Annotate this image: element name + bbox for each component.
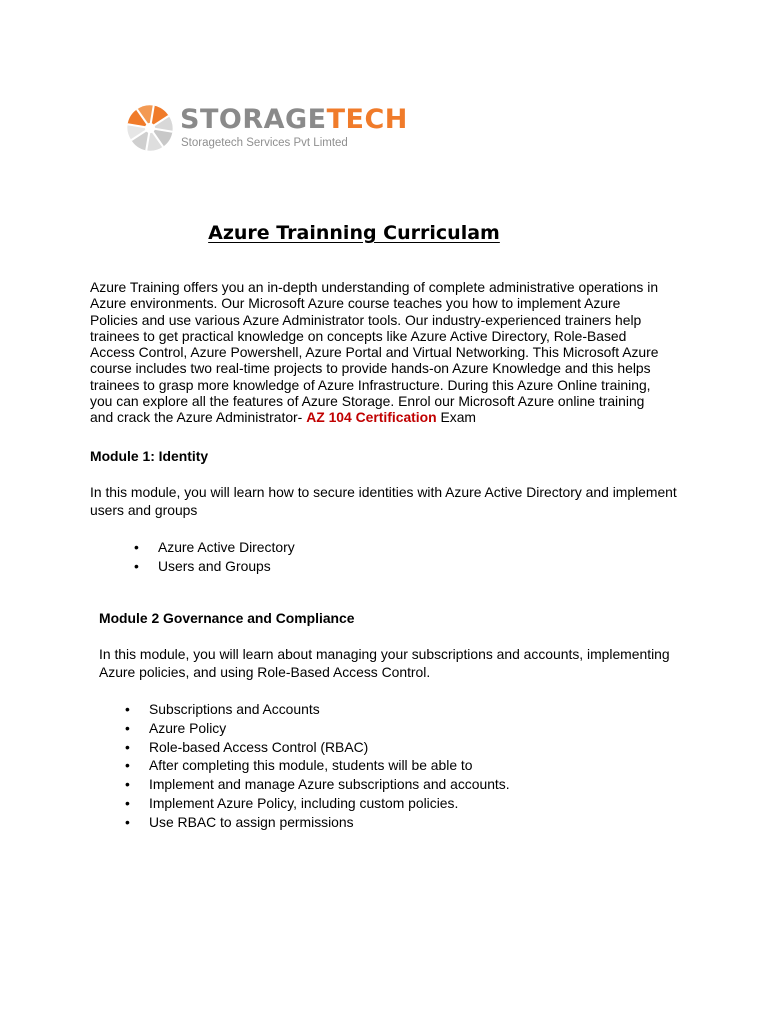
pinwheel-logo-icon xyxy=(122,100,178,156)
list-item: • Users and Groups xyxy=(140,557,295,576)
logo-tagline: Storagetech Services Pvt Limted xyxy=(181,137,348,149)
intro-suffix: Exam xyxy=(436,409,477,426)
module-2-heading: Module 2 Governance and Compliance xyxy=(99,610,355,626)
logo-wordmark-tech: TECH xyxy=(326,104,408,135)
module-1-description: In this module, you will learn how to secure identities with Azure Active Directory and implement users and groups xyxy=(90,484,677,518)
list-item: • Use RBAC to assign permissions xyxy=(131,813,510,832)
certification-highlight: AZ 104 Certification xyxy=(306,409,437,426)
list-item: • Role-based Access Control (RBAC) xyxy=(131,738,510,757)
list-item: • After completing this module, students will be able to xyxy=(131,756,510,775)
logo-wordmark xyxy=(180,104,408,136)
list-item: • Implement and manage Azure subscriptions and accounts. xyxy=(131,775,510,794)
intro-paragraph xyxy=(90,279,670,426)
document-title: Azure Trainning Curriculam xyxy=(208,222,500,244)
storagetech-logo xyxy=(122,100,422,160)
module-1-topic-list xyxy=(140,538,295,576)
intro-text: Azure Training offers you an in-depth understanding of complete administrative operations in Azure environments. Our Microsoft Azure course teaches you how to implement Azure Policies and use various Azure Administrator tools. Our industry-experienced trainers help trainees to get practical knowledge on concepts like Azure Active Directory, Role-Based Access Control, Azure Powershell, Azure Portal and Virtual Networking. This Microsoft Azure course includes two real-time projects to provide hands-on Azure Knowledge and this helps trainees to grasp more knowledge of Azure Infrastructure. During this Azure Online training, you can explore all the features of Azure Storage. Enrol our Microsoft Azure online training and crack the Azure Administrator- xyxy=(90,279,659,426)
list-item: • Implement Azure Policy, including custom policies. xyxy=(131,794,510,813)
module-2-topic-list xyxy=(131,700,510,832)
list-item: • Azure Policy xyxy=(131,719,510,738)
list-item: • Subscriptions and Accounts xyxy=(131,700,510,719)
list-item: • Azure Active Directory xyxy=(140,538,295,557)
module-1-heading: Module 1: Identity xyxy=(90,448,209,464)
logo-wordmark-storage: STORAGE xyxy=(180,104,327,135)
module-2-description: In this module, you will learn about managing your subscriptions and accounts, implementing Azure policies, and using Role-Based Access Control. xyxy=(99,646,670,680)
